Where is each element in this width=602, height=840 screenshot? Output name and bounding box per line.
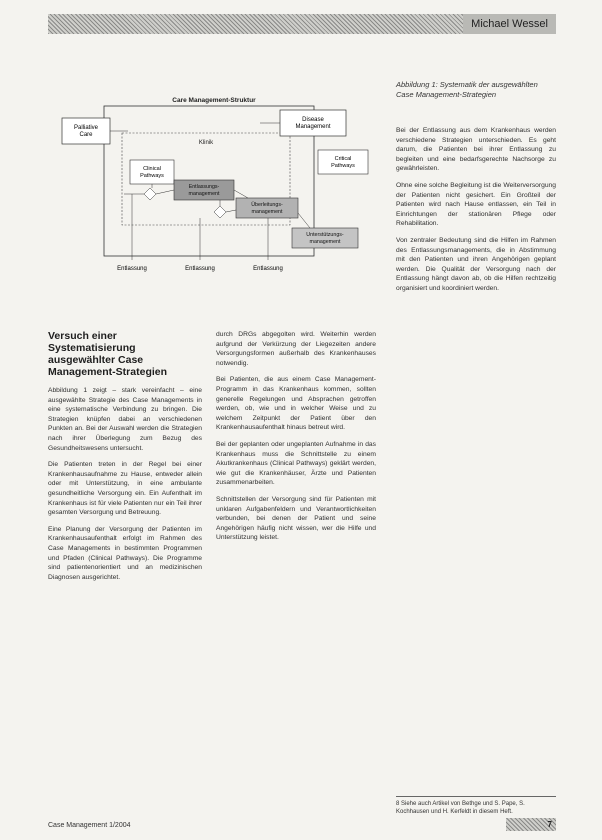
klinik-label: Klinik <box>198 140 214 146</box>
box-critical-pathways <box>318 150 368 174</box>
footnote-rule <box>396 796 556 797</box>
paragraph: Die Patienten treten in der Regel bei einer Krankenhausaufnahme zu Hause, entweder allein oder mit Unterstützung, in eine ambulante gesundheitliche Versorgung ein. Ein Aufenthalt im Krankenhaus ist für viele Patienten nur ein Teil ihrer gesamten Versorgung und Betreuung. <box>48 461 202 517</box>
footer-journal: Case Management 1/2004 <box>48 822 131 829</box>
care-management-diagram <box>48 88 382 278</box>
box-ueberleitungsmanagement <box>236 198 298 218</box>
paragraph: Bei der Entlassung aus dem Krankenhaus werden verschiedene Strategien unterschieden. Es geht darum, die Patienten bei ihrer Entlassung zu begleiten und eine bedarfsgerechte Nachsorge zu gewährleisten. <box>396 127 556 173</box>
diagram-title: Care Management-Struktur <box>172 97 256 104</box>
paragraph: Schnittstellen der Versorgung sind für Patienten mit unklaren Aufgabenfeldern und Verantwortlichkeiten verbunden, bei denen der Patient und seine Angehörigen häufig nicht wissen, wer die Hilfe und Unterstützung leistet. <box>216 495 376 542</box>
decision-diamond-1 <box>144 188 156 200</box>
box-palliative-care-label: Palliative Care <box>73 125 99 138</box>
paragraph: Abbildung 1 zeigt – stark vereinfacht – eine ausgewählte Strategie des Case Managements in eine systematische Verbindung zu bringen. Die Strategien knüpfen dabei an verschiedenen Punkten an. Bei der Auswahl werden die Strategien nach ihrer Überlegung zum Bezug des Gesundheitswesens untersucht. <box>48 387 202 452</box>
box-palliative-care <box>62 118 110 144</box>
paragraph: Eine Planung der Versorgung der Patienten im Krankenhausaufenthalt erfolgt im Rahmen des Case Managements in bestimmten Programmen und Pfaden (Clinical Pathways). Die Programme sind patientenorientiert und an medizinischen Diagnosen ausgerichtet. <box>48 525 202 581</box>
box-clinical-pathways-label: Clinical Pathways <box>140 166 164 179</box>
box-ueberleitungsmanagement-label: Überleitungs-management <box>251 202 283 215</box>
footnote: 8 Siehe auch Artikel von Bethge und S. Pape, S. Kochhausen und H. Kerfeldt in diesem Heft. <box>396 801 525 815</box>
box-clinical-pathways <box>130 160 174 184</box>
box-disease-management-label: Disease Management <box>295 117 331 130</box>
flow-label-3: Entlassung <box>253 266 283 272</box>
section-heading: Versuch einer Systematisierung ausgewählter Case Management-Strategien <box>48 330 168 378</box>
box-critical-pathways-label: Critical Pathways <box>331 156 355 169</box>
header-author: Michael Wessel <box>463 14 556 34</box>
box-entlassungsmanagement-label: Entlassungs-management <box>188 184 220 197</box>
paragraph: Bei der geplanten oder ungeplanten Aufnahme in das Krankenhaus muss die Schnittstelle zu einem Akutkrankenhaus (Clinical Pathways) geklärt werden, wie gut die Krankenhäuser, Ärzte und Patienten zusammenarbeiten. <box>216 440 376 487</box>
decision-diamond-2 <box>214 206 226 218</box>
paragraph: Bei Patienten, die aus einem Case Management-Programm in das Krankenhaus kommen, sollten generelle Regelungen und Absprachen getroffen werden, ob, wie und in welcher Weise und zu welchem Zeitpunkt der Patient über den Krankenhausaufenthalt hinaus betreut wird. <box>216 376 376 432</box>
column-2 <box>216 330 376 550</box>
box-unterstuetzungsmanagement <box>292 228 358 248</box>
paragraph: Von zentraler Bedeutung sind die Hilfen im Rahmen des Entlassungsmanagements, die in Abstimmung mit den Patienten und ihren Angehörigen geplant werden. Die Qualität der Versorgung nach der Entlassung hängt davon ab, ob die Hilfen rechtzeitig organisiert und koordiniert werden. <box>396 236 556 292</box>
column-1 <box>48 330 202 589</box>
figure-caption: Abbildung 1: Systematik der ausgewählten Case Management-Strategien <box>396 80 538 99</box>
box-disease-management <box>280 110 346 136</box>
paragraph: Ohne eine solche Begleitung ist die Weiterversorgung der Patienten nicht gesichert. Ein Großteil der Patienten wird nach Hause entlassen, ein Teil in Einrichtungen der stationären Pflege oder Rehabilitation. <box>396 181 556 228</box>
flow-label-1: Entlassung <box>117 266 147 272</box>
header-bar <box>48 14 556 34</box>
paragraph: durch DRGs abgegolten wird. Weiterhin werden aufgrund der Verkürzung der Liegezeiten andere Versorgungsformen außerhalb des Krankenhauses notwendig. <box>216 331 376 367</box>
column-3 <box>396 126 556 301</box>
box-entlassungsmanagement <box>174 180 234 200</box>
box-unterstuetzungsmanagement-label: Unterstützungs-management <box>306 232 344 245</box>
flow-label-2: Entlassung <box>185 266 215 272</box>
footer-page-number: 7 <box>506 818 556 831</box>
